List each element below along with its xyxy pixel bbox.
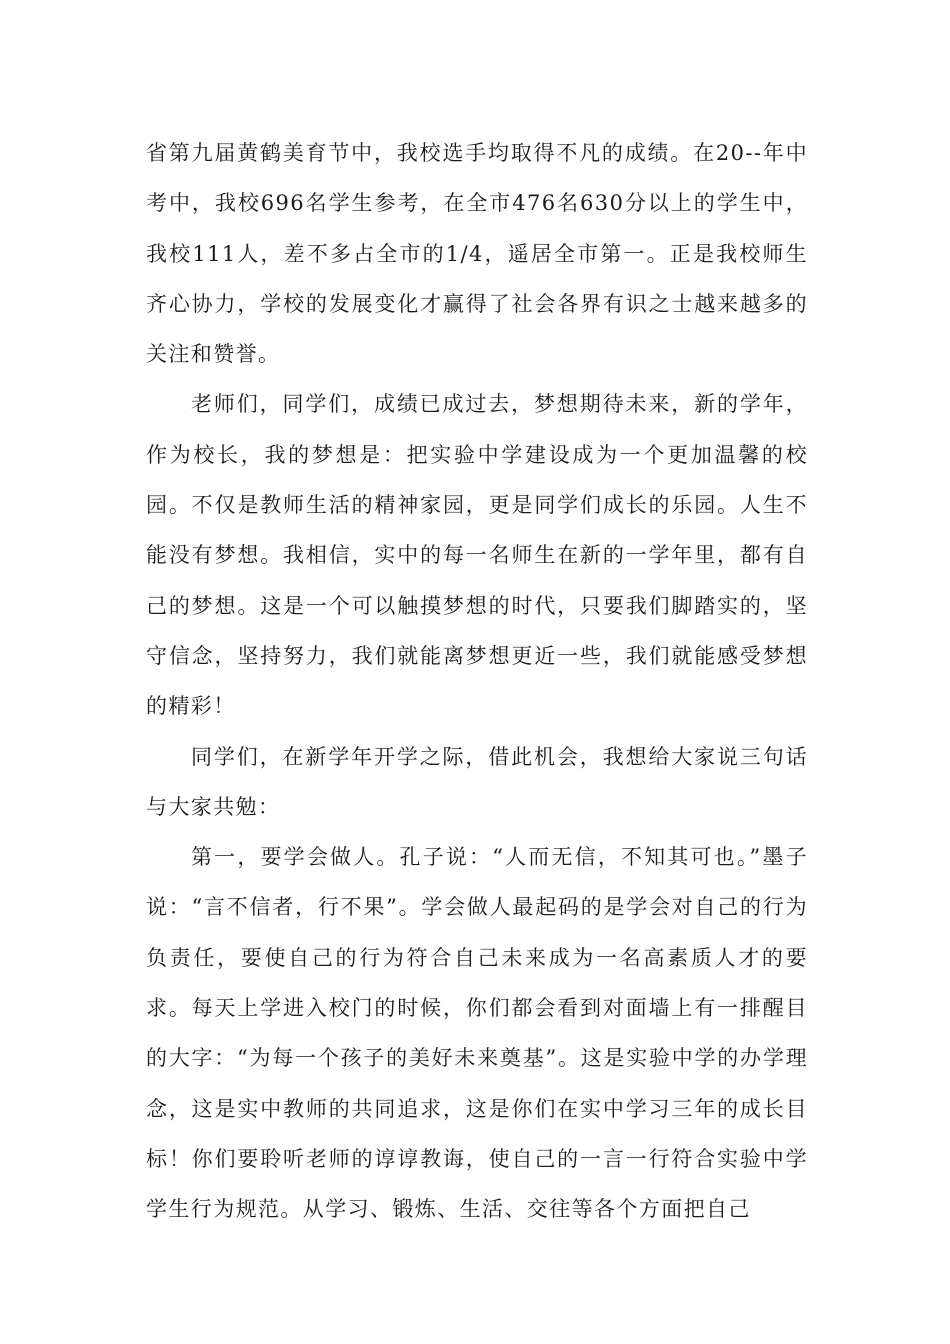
paragraph-2: 老师们，同学们，成绩已成过去，梦想期待未来，新的学年，作为校长，我的梦想是：把实验中学建设成为一个更加温馨的校园。不仅是教师生活的精神家园，更是同学们成长的乐园。人生不能没有梦想。我相信，实中的每一名师生在新的一学年里，都有自己的梦想。这是一个可以触摸梦想的时代，只要我们脚踏实的，坚守信念，坚持努力，我们就能离梦想更近一些，我们就能感受梦想的精彩！ xyxy=(146,392,808,719)
paragraph-1: 省第九届黄鹤美育节中，我校选手均取得不凡的成绩。在20--年中考中，我校696名学生参考，在全市476名630分以上的学生中，我校111人，差不多占全市的1/4，遥居全市第一。正是我校师生齐心协力，学校的发展变化才赢得了社会各界有识之士越来越多的关注和赞誉。 xyxy=(146,141,808,367)
paragraph-4: 第一，要学会做人。孔子说：“人而无信，不知其可也。”墨子说：“言不信者，行不果”。学会做人最起码的是学会对自己的行为负责任，要使自己的行为符合自己未来成为一名高素质人才的要求。每天上学进入校门的时候，你们都会看到对面墙上有一排醒目的大字：“为每一个孩子的美好未来奠基”。这是实验中学的办学理念，这是实中教师的共同追求，这是你们在实中学习三年的成长目标！你们要聆听老师的谆谆教诲，使自己的一言一行符合实验中学学生行为规范。从学习、锻炼、生活、交往等各个方面把自己 xyxy=(146,845,808,1222)
paragraph-3: 同学们，在新学年开学之际，借此机会，我想给大家说三句话与大家共勉： xyxy=(146,744,808,819)
document-body xyxy=(146,128,808,1235)
